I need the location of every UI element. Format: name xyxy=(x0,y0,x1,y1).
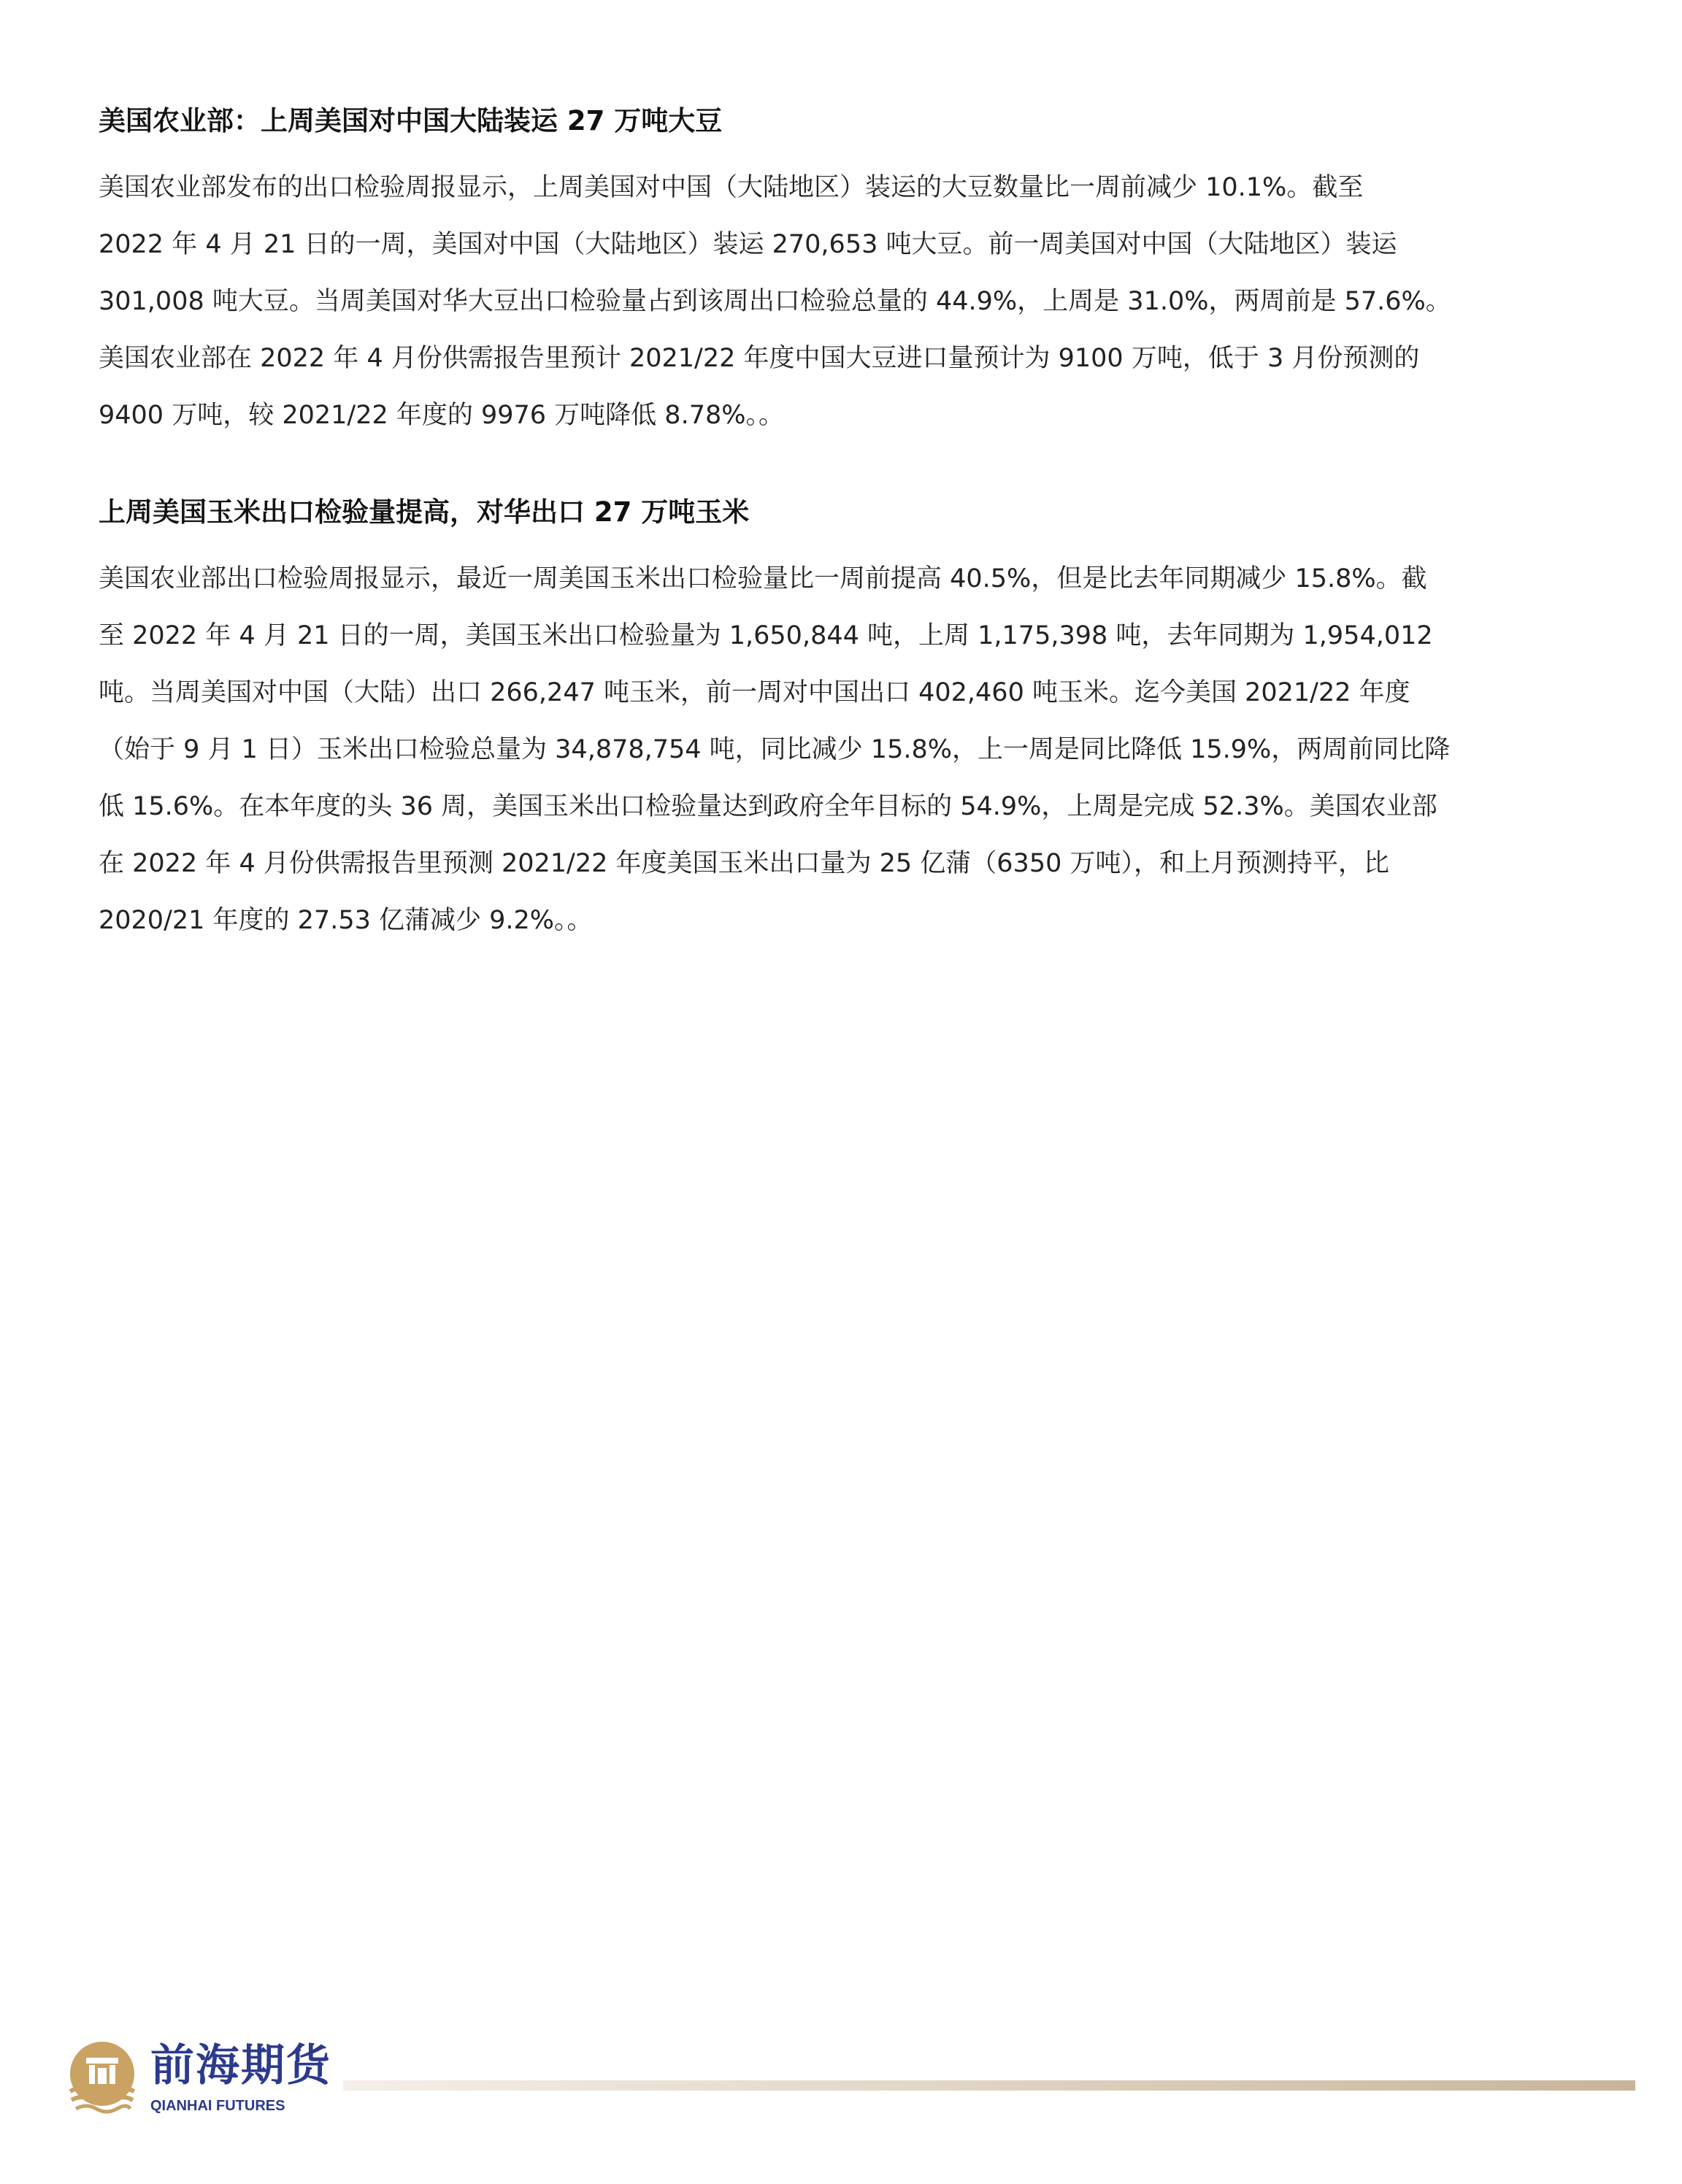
qianhai-logo-icon xyxy=(64,2040,140,2116)
paragraph-line: 2022 年 4 月 21 日的一周，美国对中国（大陆地区）装运 270,653 吨大豆。前一周美国对中国（大陆地区）装运 xyxy=(99,230,1397,259)
page-footer xyxy=(64,2040,1568,2135)
company-name-cn: 前海期货 xyxy=(150,2040,331,2091)
corn-section xyxy=(99,493,1566,949)
paragraph-line: 2020/21 年度的 27.53 亿蒲减少 9.2%。。 xyxy=(99,906,593,935)
paragraph-line: 低 15.6%。在本年度的头 36 周，美国玉米出口检验量达到政府全年目标的 54.9%，上周是完成 52.3%。美国农业部 xyxy=(99,792,1437,821)
section-title: 上周美国玉米出口检验量提高，对华出口 27 万吨玉米 xyxy=(99,496,750,528)
paragraph-line: 9400 万吨，较 2021/22 年度的 9976 万吨降低 8.78%。。 xyxy=(99,401,784,430)
paragraph-line: 吨。当周美国对中国（大陆）出口 266,247 吨玉米，前一周对中国出口 402,460 吨玉米。迄今美国 2021/22 年度 xyxy=(99,678,1410,707)
paragraph-line: 301,008 吨大豆。当周美国对华大豆出口检验量占到该周出口检验总量的 44.9%，上周是 31.0%，两周前是 57.6%。 xyxy=(99,287,1451,316)
paragraph-line: （始于 9 月 1 日）玉米出口检验总量为 34,878,754 吨，同比减少 15.8%，上一周是同比降低 15.9%，两周前同比降 xyxy=(99,735,1451,764)
paragraph-line: 美国农业部发布的出口检验周报显示，上周美国对中国（大陆地区）装运的大豆数量比一周前减少 10.1%。截至 xyxy=(99,173,1364,202)
footer-divider xyxy=(343,2080,1635,2091)
company-name-en: QIANHAI FUTURES xyxy=(150,2098,285,2114)
paragraph-line: 美国农业部出口检验周报显示，最近一周美国玉米出口检验量比一周前提高 40.5%，但是比去年同期减少 15.8%。截 xyxy=(99,564,1427,593)
paragraph-line: 至 2022 年 4 月 21 日的一周，美国玉米出口检验量为 1,650,844 吨，上周 1,175,398 吨，去年同期为 1,954,012 xyxy=(99,621,1433,650)
paragraph-line: 美国农业部在 2022 年 4 月份供需报告里预计 2021/22 年度中国大豆进口量预计为 9100 万吨，低于 3 月份预测的 xyxy=(99,344,1420,373)
section-title: 美国农业部：上周美国对中国大陆装运 27 万吨大豆 xyxy=(99,105,723,136)
page-content xyxy=(99,102,1566,949)
paragraph-line: 在 2022 年 4 月份供需报告里预测 2021/22 年度美国玉米出口量为 25 亿蒲（6350 万吨），和上月预测持平，比 xyxy=(99,849,1389,878)
soybean-section xyxy=(99,102,1566,444)
